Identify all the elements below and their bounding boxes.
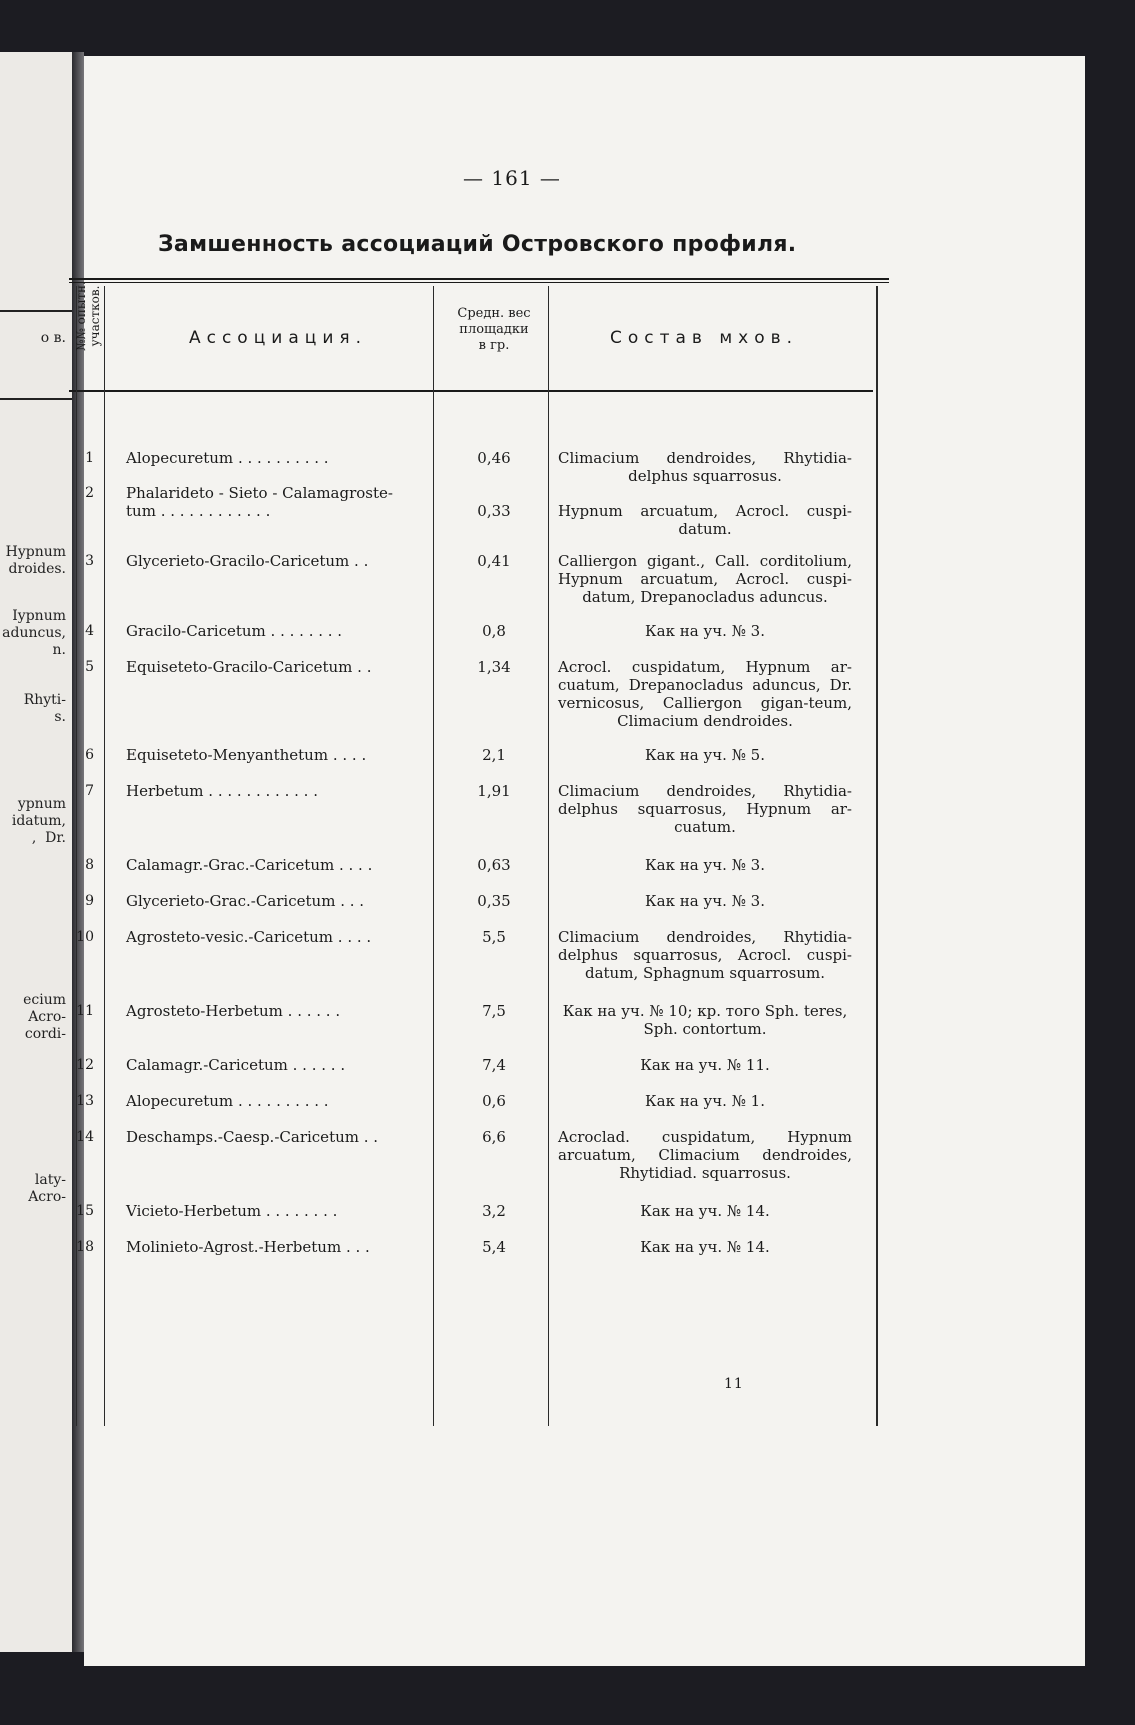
association-name: Agrosteto-Herbetum . . . . . .	[126, 1002, 341, 1020]
dot-leader: . .	[349, 552, 369, 570]
dot-leader: . . . . . . . . . .	[233, 449, 329, 467]
association-name: Alopecuretum . . . . . . . . . .	[126, 1092, 329, 1110]
plot-number: 10	[76, 929, 94, 945]
plot-number: 15	[76, 1203, 94, 1219]
association-name: Calamagr.-Grac.-Caricetum . . . .	[126, 856, 373, 874]
left-page-fragment: ecium Acro- cordi-	[23, 992, 66, 1042]
column-divider	[104, 286, 105, 1426]
plot-number: 12	[76, 1057, 94, 1073]
association-name: Gracilo-Caricetum . . . . . . . .	[126, 622, 343, 640]
association-name: Equiseteto-Gracilo-Caricetum . .	[126, 658, 372, 676]
plot-number: 18	[76, 1239, 94, 1255]
average-weight: 5,4	[482, 1238, 506, 1256]
dot-leader: . . . . . .	[282, 1002, 341, 1020]
average-weight: 0,33	[477, 502, 511, 520]
left-page-rule	[0, 398, 72, 400]
moss-composition: Как на уч. № 11.	[640, 1056, 770, 1074]
moss-composition: Как на уч. № 3.	[645, 856, 765, 874]
dot-leader: . . .	[341, 1238, 370, 1256]
average-weight: 1,91	[477, 782, 511, 800]
dot-leader: . . . . . . . . . . . .	[203, 782, 318, 800]
association-name: Herbetum . . . . . . . . . . . .	[126, 782, 318, 800]
average-weight: 0,46	[477, 449, 511, 467]
left-page-fragment: Iypnum aduncus, n.	[2, 608, 66, 658]
plot-number: 14	[76, 1129, 94, 1145]
plot-number: 1	[85, 450, 94, 466]
average-weight: 7,4	[482, 1056, 506, 1074]
moss-composition: Как на уч. № 14.	[640, 1238, 770, 1256]
moss-composition: Как на уч. № 3.	[645, 892, 765, 910]
average-weight: 3,2	[482, 1202, 506, 1220]
association-name: Equiseteto-Menyanthetum . . . .	[126, 746, 367, 764]
header-plot-numbers: №№ опытн. участков.	[74, 281, 102, 351]
average-weight: 2,1	[482, 746, 506, 764]
plot-number: 13	[76, 1093, 94, 1109]
association-name: Alopecuretum . . . . . . . . . .	[126, 449, 329, 467]
dot-leader: . . . . . . . .	[261, 1202, 338, 1220]
dot-leader: . . . . . . . . . . . .	[155, 502, 271, 520]
moss-composition: Calliergon gigant., Call. corditolium, Hypnum arcuatum, Acrocl. cuspi-datum, Drepanocladus aduncus.	[558, 552, 852, 606]
left-page-rule	[0, 310, 72, 312]
dot-leader: . . . .	[334, 856, 373, 874]
average-weight: 0,6	[482, 1092, 506, 1110]
left-page-edge	[0, 52, 74, 1652]
dot-leader: . . . .	[333, 928, 372, 946]
plot-number: 3	[85, 553, 94, 569]
average-weight: 7,5	[482, 1002, 506, 1020]
moss-composition: Как на уч. № 3.	[645, 622, 765, 640]
average-weight: 1,34	[477, 658, 511, 676]
page-number: — 161 —	[463, 166, 561, 190]
left-page-fragment: Rhyti- s.	[23, 692, 66, 725]
table-top-rule	[69, 282, 889, 283]
average-weight: 0,35	[477, 892, 511, 910]
association-name: Phalarideto - Sieto - Calamagroste-tum . . . . . . . . . . . .	[126, 484, 393, 520]
moss-composition: Как на уч. № 10; кр. того Sph. teres, Sph. contortum.	[562, 1002, 848, 1038]
association-name: Vicieto-Herbetum . . . . . . . .	[126, 1202, 338, 1220]
moss-composition: Acrocl. cuspidatum, Hypnum ar-cuatum, Drepanocladus aduncus, Dr. vernicosus, Calliergon gigan-teum, Climacium dendroides.	[558, 658, 852, 730]
header-bottom-rule	[69, 390, 873, 392]
header-moss-composition: Состав мхов.	[609, 328, 799, 348]
dot-leader: . . . . . .	[287, 1056, 346, 1074]
header-association: Ассоциация.	[188, 328, 367, 348]
association-name: Glycerieto-Gracilo-Caricetum . .	[126, 552, 369, 570]
association-name: Agrosteto-vesic.-Caricetum . . . .	[126, 928, 372, 946]
moss-composition: Hypnum arcuatum, Acrocl. cuspi-datum.	[558, 502, 852, 538]
association-name: Deschamps.-Caesp.-Caricetum . .	[126, 1128, 379, 1146]
plot-number: 9	[85, 893, 94, 909]
column-divider	[433, 286, 434, 1426]
plot-number: 6	[85, 747, 94, 763]
average-weight: 0,8	[482, 622, 506, 640]
dot-leader: . . .	[335, 892, 365, 910]
left-page-fragment: laty- Acro-	[28, 1172, 66, 1205]
association-name: Calamagr.-Caricetum . . . . . .	[126, 1056, 346, 1074]
dot-leader: . .	[352, 658, 372, 676]
document-page	[74, 56, 1085, 1666]
moss-composition: Climacium dendroides, Rhytidia-delphus squarrosus.	[558, 449, 852, 485]
table-top-rule	[69, 278, 889, 280]
plot-number: 7	[85, 783, 94, 799]
dot-leader: . . . . . . . . . .	[233, 1092, 329, 1110]
plot-number: 4	[85, 623, 94, 639]
signature-mark: 11	[724, 1376, 744, 1392]
moss-composition: Как на уч. № 1.	[645, 1092, 765, 1110]
moss-composition: Climacium dendroides, Rhytidia-delphus squarrosus, Hypnum ar-cuatum.	[558, 782, 852, 836]
header-average-weight: Средн. вес площадки в гр.	[457, 306, 531, 353]
page-title: Замшенность ассоциаций Островского профиля.	[158, 232, 797, 257]
average-weight: 6,6	[482, 1128, 506, 1146]
plot-number: 2	[85, 485, 94, 501]
average-weight: 5,5	[482, 928, 506, 946]
left-page-fragment: ypnum idatum, , Dr.	[11, 796, 66, 846]
moss-composition: Acroclad. cuspidatum, Hypnum arcuatum, Climacium dendroides, Rhytidiad. squarrosus.	[558, 1128, 852, 1182]
average-weight: 0,63	[477, 856, 511, 874]
average-weight: 0,41	[477, 552, 511, 570]
dot-leader: . . . .	[328, 746, 367, 764]
column-divider	[876, 286, 878, 1426]
dot-leader: . . . . . . . .	[265, 622, 343, 640]
association-name: Glycerieto-Grac.-Caricetum . . .	[126, 892, 365, 910]
plot-number: 5	[85, 659, 94, 675]
moss-composition: Как на уч. № 14.	[640, 1202, 770, 1220]
plot-number: 11	[76, 1003, 94, 1019]
left-page-fragment: Hypnum droides.	[5, 544, 66, 577]
plot-number: 8	[85, 857, 94, 873]
dot-leader: . .	[358, 1128, 379, 1146]
left-page-fragment: о в.	[40, 330, 66, 346]
moss-composition: Climacium dendroides, Rhytidia-delphus squarrosus, Acrocl. cuspi-datum, Sphagnum squarrosum.	[558, 928, 852, 982]
association-name: Molinieto-Agrost.-Herbetum . . .	[126, 1238, 370, 1256]
moss-composition: Как на уч. № 5.	[645, 746, 765, 764]
